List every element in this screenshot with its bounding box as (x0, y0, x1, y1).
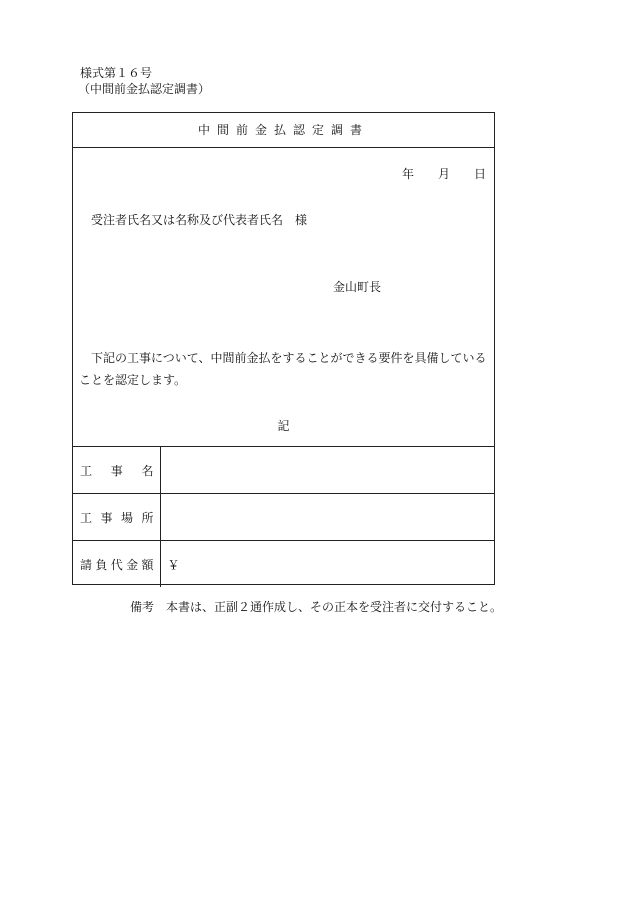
document-title: 中間前金払認定調書 (73, 113, 494, 148)
footer-note (130, 599, 502, 615)
detail-table (73, 446, 494, 587)
note-text: 本書は、正副２通作成し、その正本を受注者に交付すること。 (166, 600, 503, 614)
row-value-contract-amount: ￥ (160, 541, 494, 588)
date-year: 年 (401, 167, 414, 181)
body-text: 下記の工事について、中間前金払をすることができる要件を具備していることを認定します。 (79, 351, 487, 387)
recipient-suffix: 様 (295, 213, 308, 227)
note-label: 備考 (130, 600, 155, 614)
table-row (73, 447, 494, 494)
document-frame (72, 112, 495, 585)
table-row (73, 541, 494, 588)
date-month: 月 (437, 167, 450, 181)
form-subtitle: （中間前金払認定調書） (78, 82, 211, 96)
recipient-line (91, 212, 307, 228)
ki-marker: 記 (277, 419, 290, 433)
row-label-construction-name: 工事名 (73, 447, 160, 494)
row-label-construction-site: 工事場所 (73, 494, 160, 541)
row-value-construction-site (160, 494, 494, 541)
form-number: 様式第１６号 (80, 66, 153, 80)
table-row (73, 494, 494, 541)
row-label-contract-amount: 請負代金額 (73, 541, 160, 588)
issuer: 金山町長 (333, 280, 382, 294)
recipient-name: 受注者氏名又は名称及び代表者氏名 (91, 213, 284, 227)
row-value-construction-name (160, 447, 494, 494)
date-day: 日 (473, 167, 486, 181)
date-line (402, 166, 486, 182)
